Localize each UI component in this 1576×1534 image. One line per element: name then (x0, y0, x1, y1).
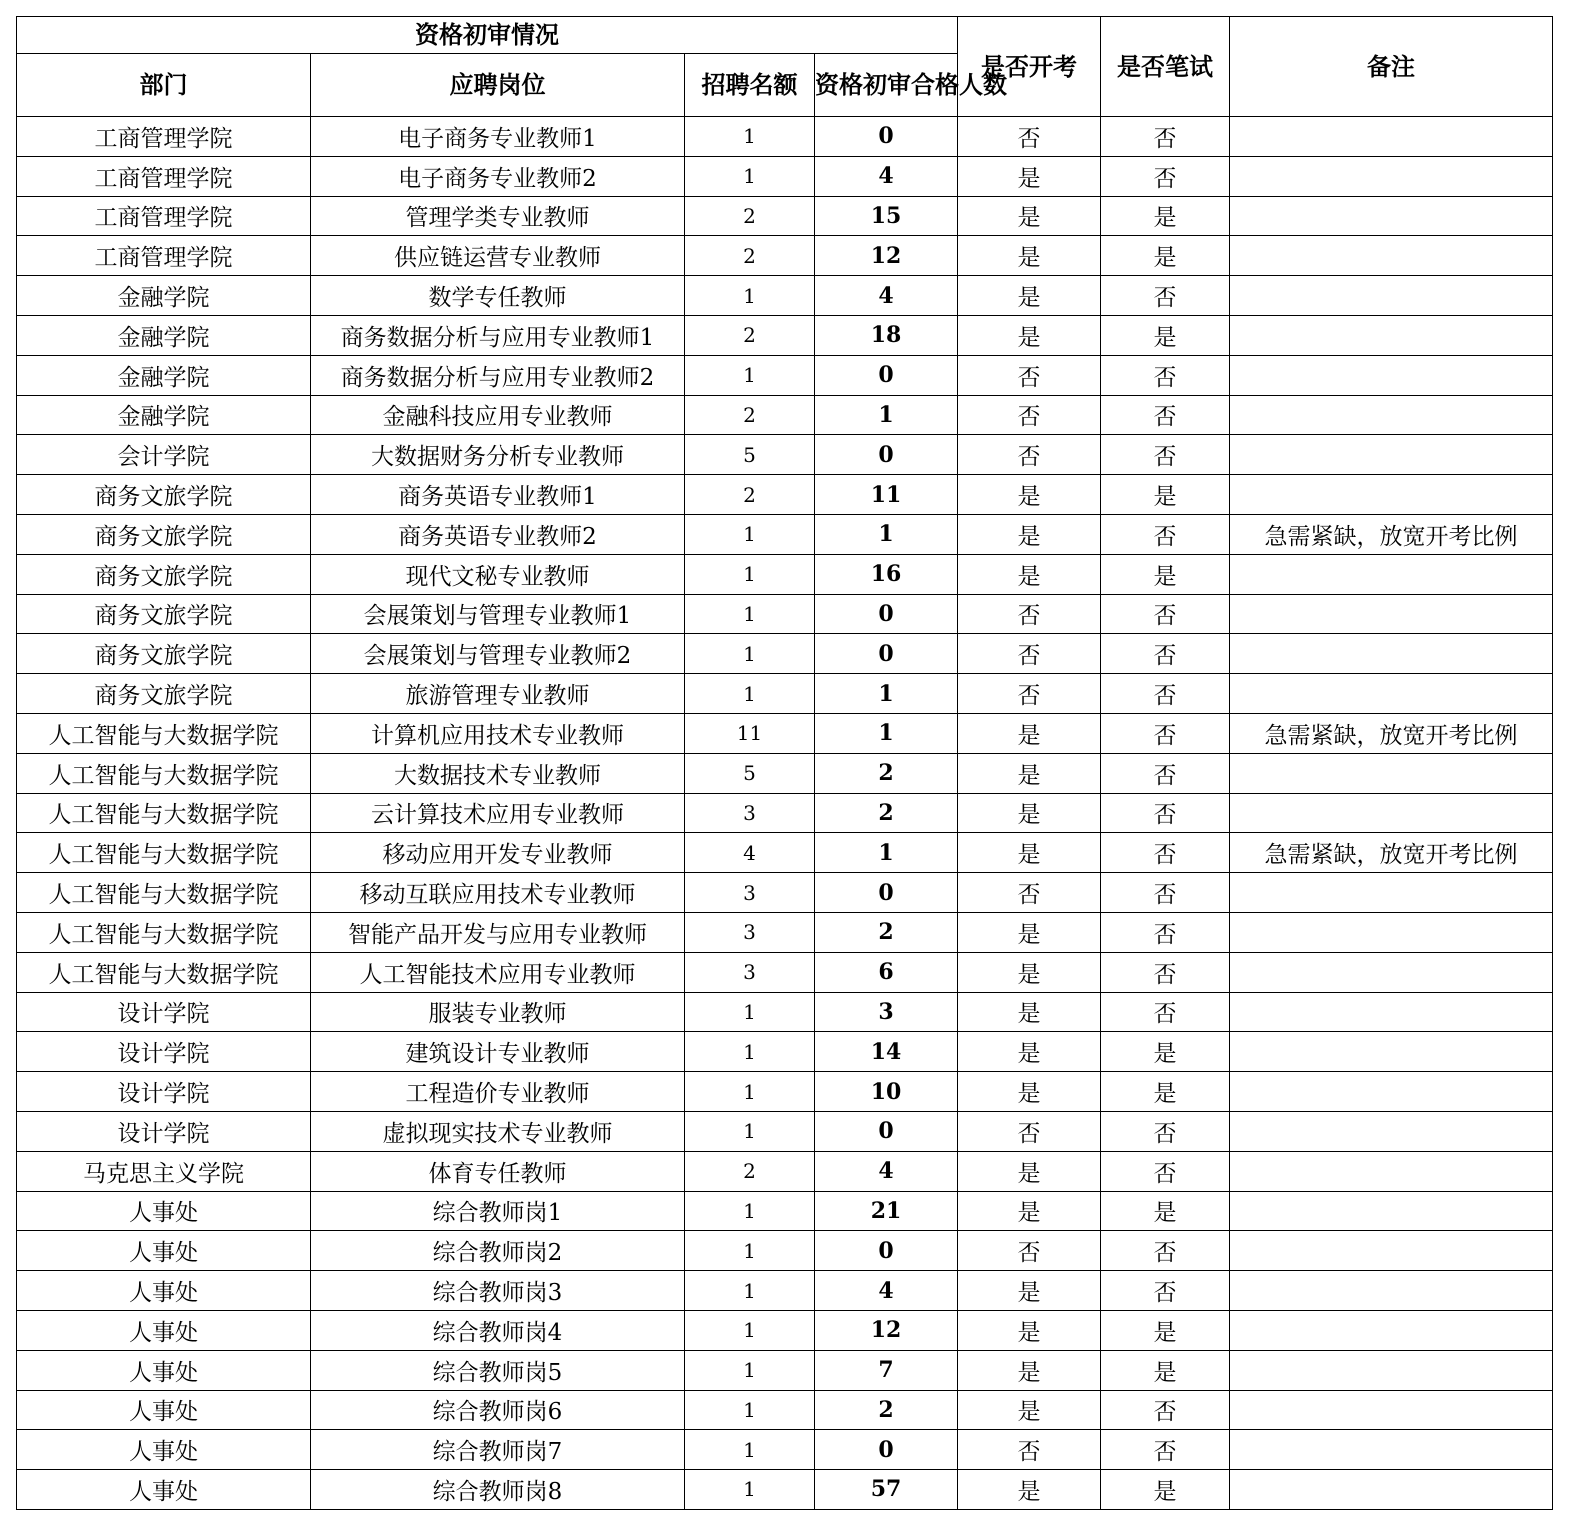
cell-written-test: 否 (1101, 1111, 1230, 1151)
cell-written-test: 否 (1101, 594, 1230, 634)
cell-written-test: 是 (1101, 475, 1230, 515)
table-row (17, 276, 1553, 316)
table-row (17, 1310, 1553, 1350)
cell-written-test: 是 (1101, 1032, 1230, 1072)
cell-exam-open: 是 (958, 793, 1101, 833)
cell-passed: 3 (815, 992, 958, 1032)
col-position-header: 应聘岗位 (311, 54, 685, 117)
cell-exam-open: 是 (958, 196, 1101, 236)
cell-position: 智能产品开发与应用专业教师 (311, 912, 685, 952)
cell-passed: 57 (815, 1470, 958, 1510)
cell-position: 体育专任教师 (311, 1151, 685, 1191)
cell-position: 数学专任教师 (311, 276, 685, 316)
cell-passed: 0 (815, 117, 958, 157)
table-row (17, 355, 1553, 395)
cell-exam-open: 是 (958, 1271, 1101, 1311)
cell-written-test: 是 (1101, 1470, 1230, 1510)
cell-exam-open: 否 (958, 634, 1101, 674)
table-row (17, 514, 1553, 554)
table-row (17, 634, 1553, 674)
cell-passed: 0 (815, 594, 958, 634)
cell-passed: 12 (815, 236, 958, 276)
table-row (17, 594, 1553, 634)
table-row (17, 1032, 1553, 1072)
cell-remarks (1230, 594, 1553, 634)
cell-remarks (1230, 1390, 1553, 1430)
table-row (17, 1231, 1553, 1271)
cell-position: 工程造价专业教师 (311, 1072, 685, 1112)
cell-remarks (1230, 753, 1553, 793)
cell-written-test: 否 (1101, 395, 1230, 435)
cell-position: 商务英语专业教师2 (311, 514, 685, 554)
cell-written-test: 是 (1101, 554, 1230, 594)
cell-passed: 18 (815, 315, 958, 355)
cell-position: 现代文秘专业教师 (311, 554, 685, 594)
cell-department: 人事处 (17, 1191, 311, 1231)
cell-position: 综合教师岗4 (311, 1310, 685, 1350)
cell-department: 人事处 (17, 1470, 311, 1510)
cell-department: 人工智能与大数据学院 (17, 793, 311, 833)
table-row (17, 1350, 1553, 1390)
col-exam-open-header: 是否开考 (958, 17, 1101, 117)
cell-written-test: 否 (1101, 992, 1230, 1032)
cell-passed: 1 (815, 674, 958, 714)
cell-quota: 1 (685, 117, 815, 157)
cell-remarks (1230, 1191, 1553, 1231)
cell-department: 人工智能与大数据学院 (17, 952, 311, 992)
cell-remarks (1230, 1032, 1553, 1072)
cell-exam-open: 否 (958, 435, 1101, 475)
cell-position: 电子商务专业教师1 (311, 117, 685, 157)
cell-remarks (1230, 952, 1553, 992)
cell-department: 工商管理学院 (17, 156, 311, 196)
cell-exam-open: 否 (958, 674, 1101, 714)
cell-written-test: 否 (1101, 117, 1230, 157)
cell-quota: 1 (685, 1072, 815, 1112)
col-passed-header: 资格初审合格人数 (815, 54, 958, 117)
cell-position: 计算机应用技术专业教师 (311, 713, 685, 753)
cell-written-test: 否 (1101, 1390, 1230, 1430)
cell-passed: 2 (815, 753, 958, 793)
cell-quota: 3 (685, 952, 815, 992)
cell-passed: 12 (815, 1310, 958, 1350)
table-row (17, 554, 1553, 594)
cell-exam-open: 是 (958, 1151, 1101, 1191)
cell-written-test: 是 (1101, 1350, 1230, 1390)
cell-quota: 1 (685, 554, 815, 594)
cell-position: 综合教师岗5 (311, 1350, 685, 1390)
cell-remarks: 急需紧缺，放宽开考比例 (1230, 514, 1553, 554)
cell-quota: 5 (685, 435, 815, 475)
cell-passed: 0 (815, 873, 958, 913)
cell-passed: 4 (815, 1271, 958, 1311)
table-row (17, 1151, 1553, 1191)
cell-remarks (1230, 1310, 1553, 1350)
cell-exam-open: 是 (958, 713, 1101, 753)
cell-exam-open: 否 (958, 873, 1101, 913)
cell-department: 设计学院 (17, 992, 311, 1032)
cell-quota: 1 (685, 1111, 815, 1151)
cell-position: 综合教师岗3 (311, 1271, 685, 1311)
cell-remarks (1230, 1231, 1553, 1271)
cell-passed: 0 (815, 355, 958, 395)
cell-written-test: 否 (1101, 674, 1230, 714)
cell-position: 大数据技术专业教师 (311, 753, 685, 793)
cell-position: 大数据财务分析专业教师 (311, 435, 685, 475)
cell-quota: 1 (685, 355, 815, 395)
cell-position: 综合教师岗8 (311, 1470, 685, 1510)
cell-passed: 10 (815, 1072, 958, 1112)
cell-written-test: 是 (1101, 315, 1230, 355)
cell-department: 工商管理学院 (17, 117, 311, 157)
cell-department: 商务文旅学院 (17, 475, 311, 515)
cell-position: 商务英语专业教师1 (311, 475, 685, 515)
table-row (17, 793, 1553, 833)
cell-position: 人工智能技术应用专业教师 (311, 952, 685, 992)
cell-remarks (1230, 634, 1553, 674)
cell-exam-open: 否 (958, 117, 1101, 157)
cell-department: 人事处 (17, 1430, 311, 1470)
cell-position: 服装专业教师 (311, 992, 685, 1032)
cell-exam-open: 是 (958, 952, 1101, 992)
cell-quota: 1 (685, 1470, 815, 1510)
header-row-group (17, 17, 1553, 54)
table-row (17, 992, 1553, 1032)
cell-exam-open: 是 (958, 315, 1101, 355)
cell-exam-open: 是 (958, 1072, 1101, 1112)
cell-quota: 1 (685, 634, 815, 674)
cell-exam-open: 是 (958, 554, 1101, 594)
cell-written-test: 否 (1101, 912, 1230, 952)
cell-remarks (1230, 1271, 1553, 1311)
table-row (17, 833, 1553, 873)
cell-exam-open: 是 (958, 475, 1101, 515)
cell-department: 人工智能与大数据学院 (17, 873, 311, 913)
cell-department: 工商管理学院 (17, 196, 311, 236)
cell-position: 商务数据分析与应用专业教师1 (311, 315, 685, 355)
table-row (17, 713, 1553, 753)
col-quota-header: 招聘名额 (685, 54, 815, 117)
cell-exam-open: 否 (958, 594, 1101, 634)
cell-quota: 2 (685, 236, 815, 276)
cell-position: 会展策划与管理专业教师1 (311, 594, 685, 634)
cell-exam-open: 否 (958, 1231, 1101, 1271)
table-row (17, 1072, 1553, 1112)
cell-department: 设计学院 (17, 1072, 311, 1112)
table-row (17, 475, 1553, 515)
cell-written-test: 否 (1101, 1151, 1230, 1191)
cell-quota: 1 (685, 1350, 815, 1390)
cell-quota: 1 (685, 514, 815, 554)
qualification-review-table (16, 16, 1553, 1510)
cell-passed: 0 (815, 1231, 958, 1271)
cell-department: 金融学院 (17, 276, 311, 316)
cell-quota: 3 (685, 793, 815, 833)
cell-department: 金融学院 (17, 395, 311, 435)
cell-passed: 0 (815, 435, 958, 475)
table-body (17, 117, 1553, 1510)
cell-quota: 1 (685, 1430, 815, 1470)
cell-remarks (1230, 1430, 1553, 1470)
cell-remarks (1230, 1111, 1553, 1151)
cell-department: 人事处 (17, 1271, 311, 1311)
table-row (17, 196, 1553, 236)
table-row (17, 435, 1553, 475)
cell-written-test: 否 (1101, 1231, 1230, 1271)
cell-department: 设计学院 (17, 1032, 311, 1072)
cell-position: 电子商务专业教师2 (311, 156, 685, 196)
cell-written-test: 否 (1101, 833, 1230, 873)
cell-exam-open: 是 (958, 236, 1101, 276)
cell-remarks (1230, 315, 1553, 355)
cell-department: 商务文旅学院 (17, 554, 311, 594)
cell-position: 管理学类专业教师 (311, 196, 685, 236)
cell-position: 会展策划与管理专业教师2 (311, 634, 685, 674)
cell-department: 会计学院 (17, 435, 311, 475)
table-row (17, 1470, 1553, 1510)
cell-remarks (1230, 475, 1553, 515)
cell-passed: 2 (815, 1390, 958, 1430)
cell-passed: 4 (815, 276, 958, 316)
cell-passed: 1 (815, 395, 958, 435)
cell-written-test: 否 (1101, 1430, 1230, 1470)
cell-written-test: 否 (1101, 514, 1230, 554)
cell-passed: 15 (815, 196, 958, 236)
cell-position: 旅游管理专业教师 (311, 674, 685, 714)
cell-passed: 1 (815, 713, 958, 753)
cell-exam-open: 否 (958, 1111, 1101, 1151)
cell-passed: 16 (815, 554, 958, 594)
cell-passed: 4 (815, 156, 958, 196)
cell-remarks (1230, 435, 1553, 475)
cell-exam-open: 否 (958, 1430, 1101, 1470)
cell-department: 金融学院 (17, 315, 311, 355)
col-remarks-header: 备注 (1230, 17, 1553, 117)
cell-remarks (1230, 156, 1553, 196)
cell-quota: 1 (685, 1310, 815, 1350)
cell-written-test: 是 (1101, 1310, 1230, 1350)
cell-remarks (1230, 196, 1553, 236)
cell-department: 人事处 (17, 1231, 311, 1271)
cell-written-test: 否 (1101, 634, 1230, 674)
cell-written-test: 否 (1101, 276, 1230, 316)
cell-passed: 0 (815, 634, 958, 674)
cell-written-test: 是 (1101, 1191, 1230, 1231)
cell-exam-open: 是 (958, 1390, 1101, 1430)
cell-passed: 21 (815, 1191, 958, 1231)
cell-quota: 2 (685, 1151, 815, 1191)
cell-quota: 1 (685, 1271, 815, 1311)
cell-remarks (1230, 674, 1553, 714)
cell-passed: 4 (815, 1151, 958, 1191)
cell-remarks (1230, 1470, 1553, 1510)
cell-passed: 11 (815, 475, 958, 515)
cell-remarks (1230, 117, 1553, 157)
cell-department: 人工智能与大数据学院 (17, 833, 311, 873)
cell-written-test: 是 (1101, 1072, 1230, 1112)
table-row (17, 912, 1553, 952)
cell-position: 商务数据分析与应用专业教师2 (311, 355, 685, 395)
cell-position: 虚拟现实技术专业教师 (311, 1111, 685, 1151)
table-row (17, 315, 1553, 355)
cell-quota: 2 (685, 475, 815, 515)
col-written-test-header: 是否笔试 (1101, 17, 1230, 117)
cell-exam-open: 是 (958, 833, 1101, 873)
cell-department: 人事处 (17, 1350, 311, 1390)
cell-quota: 2 (685, 196, 815, 236)
cell-exam-open: 是 (958, 912, 1101, 952)
cell-remarks (1230, 236, 1553, 276)
cell-passed: 7 (815, 1350, 958, 1390)
cell-passed: 0 (815, 1111, 958, 1151)
cell-quota: 11 (685, 713, 815, 753)
cell-department: 人工智能与大数据学院 (17, 753, 311, 793)
cell-written-test: 否 (1101, 952, 1230, 992)
cell-exam-open: 否 (958, 395, 1101, 435)
cell-written-test: 否 (1101, 435, 1230, 475)
cell-quota: 1 (685, 1032, 815, 1072)
cell-passed: 14 (815, 1032, 958, 1072)
cell-passed: 6 (815, 952, 958, 992)
cell-position: 云计算技术应用专业教师 (311, 793, 685, 833)
table-row (17, 236, 1553, 276)
cell-quota: 1 (685, 594, 815, 634)
cell-position: 移动互联应用技术专业教师 (311, 873, 685, 913)
cell-exam-open: 否 (958, 355, 1101, 395)
cell-quota: 1 (685, 674, 815, 714)
cell-passed: 2 (815, 912, 958, 952)
table-row (17, 753, 1553, 793)
cell-position: 供应链运营专业教师 (311, 236, 685, 276)
cell-quota: 4 (685, 833, 815, 873)
cell-written-test: 否 (1101, 355, 1230, 395)
cell-written-test: 否 (1101, 793, 1230, 833)
cell-remarks (1230, 554, 1553, 594)
cell-department: 人事处 (17, 1310, 311, 1350)
cell-remarks (1230, 276, 1553, 316)
table-row (17, 395, 1553, 435)
cell-remarks (1230, 793, 1553, 833)
cell-exam-open: 是 (958, 276, 1101, 316)
cell-remarks (1230, 873, 1553, 913)
cell-exam-open: 是 (958, 1350, 1101, 1390)
table-row (17, 1390, 1553, 1430)
table-row (17, 1430, 1553, 1470)
cell-department: 人事处 (17, 1390, 311, 1430)
table-row (17, 156, 1553, 196)
cell-quota: 3 (685, 873, 815, 913)
cell-quota: 3 (685, 912, 815, 952)
cell-remarks (1230, 395, 1553, 435)
cell-written-test: 否 (1101, 873, 1230, 913)
cell-exam-open: 是 (958, 156, 1101, 196)
cell-passed: 0 (815, 1430, 958, 1470)
cell-position: 综合教师岗7 (311, 1430, 685, 1470)
cell-remarks: 急需紧缺，放宽开考比例 (1230, 713, 1553, 753)
cell-department: 马克思主义学院 (17, 1151, 311, 1191)
cell-quota: 2 (685, 395, 815, 435)
cell-quota: 1 (685, 1231, 815, 1271)
cell-written-test: 是 (1101, 236, 1230, 276)
cell-passed: 2 (815, 793, 958, 833)
cell-written-test: 是 (1101, 196, 1230, 236)
cell-remarks (1230, 992, 1553, 1032)
cell-department: 设计学院 (17, 1111, 311, 1151)
cell-exam-open: 是 (958, 514, 1101, 554)
table-row (17, 952, 1553, 992)
cell-quota: 1 (685, 276, 815, 316)
cell-department: 商务文旅学院 (17, 514, 311, 554)
cell-position: 综合教师岗1 (311, 1191, 685, 1231)
cell-remarks (1230, 1151, 1553, 1191)
table-row (17, 873, 1553, 913)
cell-remarks (1230, 1350, 1553, 1390)
cell-exam-open: 是 (958, 753, 1101, 793)
cell-exam-open: 是 (958, 992, 1101, 1032)
cell-remarks: 急需紧缺，放宽开考比例 (1230, 833, 1553, 873)
cell-written-test: 否 (1101, 156, 1230, 196)
cell-written-test: 否 (1101, 1271, 1230, 1311)
col-department-header: 部门 (17, 54, 311, 117)
cell-passed: 1 (815, 514, 958, 554)
cell-written-test: 否 (1101, 753, 1230, 793)
cell-quota: 1 (685, 1390, 815, 1430)
cell-quota: 5 (685, 753, 815, 793)
cell-quota: 1 (685, 156, 815, 196)
cell-quota: 2 (685, 315, 815, 355)
cell-written-test: 否 (1101, 713, 1230, 753)
table-row (17, 674, 1553, 714)
cell-position: 综合教师岗6 (311, 1390, 685, 1430)
cell-department: 商务文旅学院 (17, 674, 311, 714)
table-row (17, 1271, 1553, 1311)
cell-passed: 1 (815, 833, 958, 873)
table-row (17, 117, 1553, 157)
cell-quota: 1 (685, 992, 815, 1032)
cell-department: 商务文旅学院 (17, 594, 311, 634)
cell-quota: 1 (685, 1191, 815, 1231)
group-title: 资格初审情况 (17, 17, 958, 54)
table-row (17, 1191, 1553, 1231)
cell-department: 人工智能与大数据学院 (17, 912, 311, 952)
table-row (17, 1111, 1553, 1151)
cell-position: 建筑设计专业教师 (311, 1032, 685, 1072)
cell-remarks (1230, 912, 1553, 952)
cell-exam-open: 是 (958, 1470, 1101, 1510)
cell-position: 金融科技应用专业教师 (311, 395, 685, 435)
cell-exam-open: 是 (958, 1310, 1101, 1350)
cell-department: 人工智能与大数据学院 (17, 713, 311, 753)
cell-position: 综合教师岗2 (311, 1231, 685, 1271)
cell-department: 工商管理学院 (17, 236, 311, 276)
cell-exam-open: 是 (958, 1191, 1101, 1231)
cell-remarks (1230, 355, 1553, 395)
cell-remarks (1230, 1072, 1553, 1112)
cell-department: 商务文旅学院 (17, 634, 311, 674)
cell-department: 金融学院 (17, 355, 311, 395)
cell-position: 移动应用开发专业教师 (311, 833, 685, 873)
cell-exam-open: 是 (958, 1032, 1101, 1072)
